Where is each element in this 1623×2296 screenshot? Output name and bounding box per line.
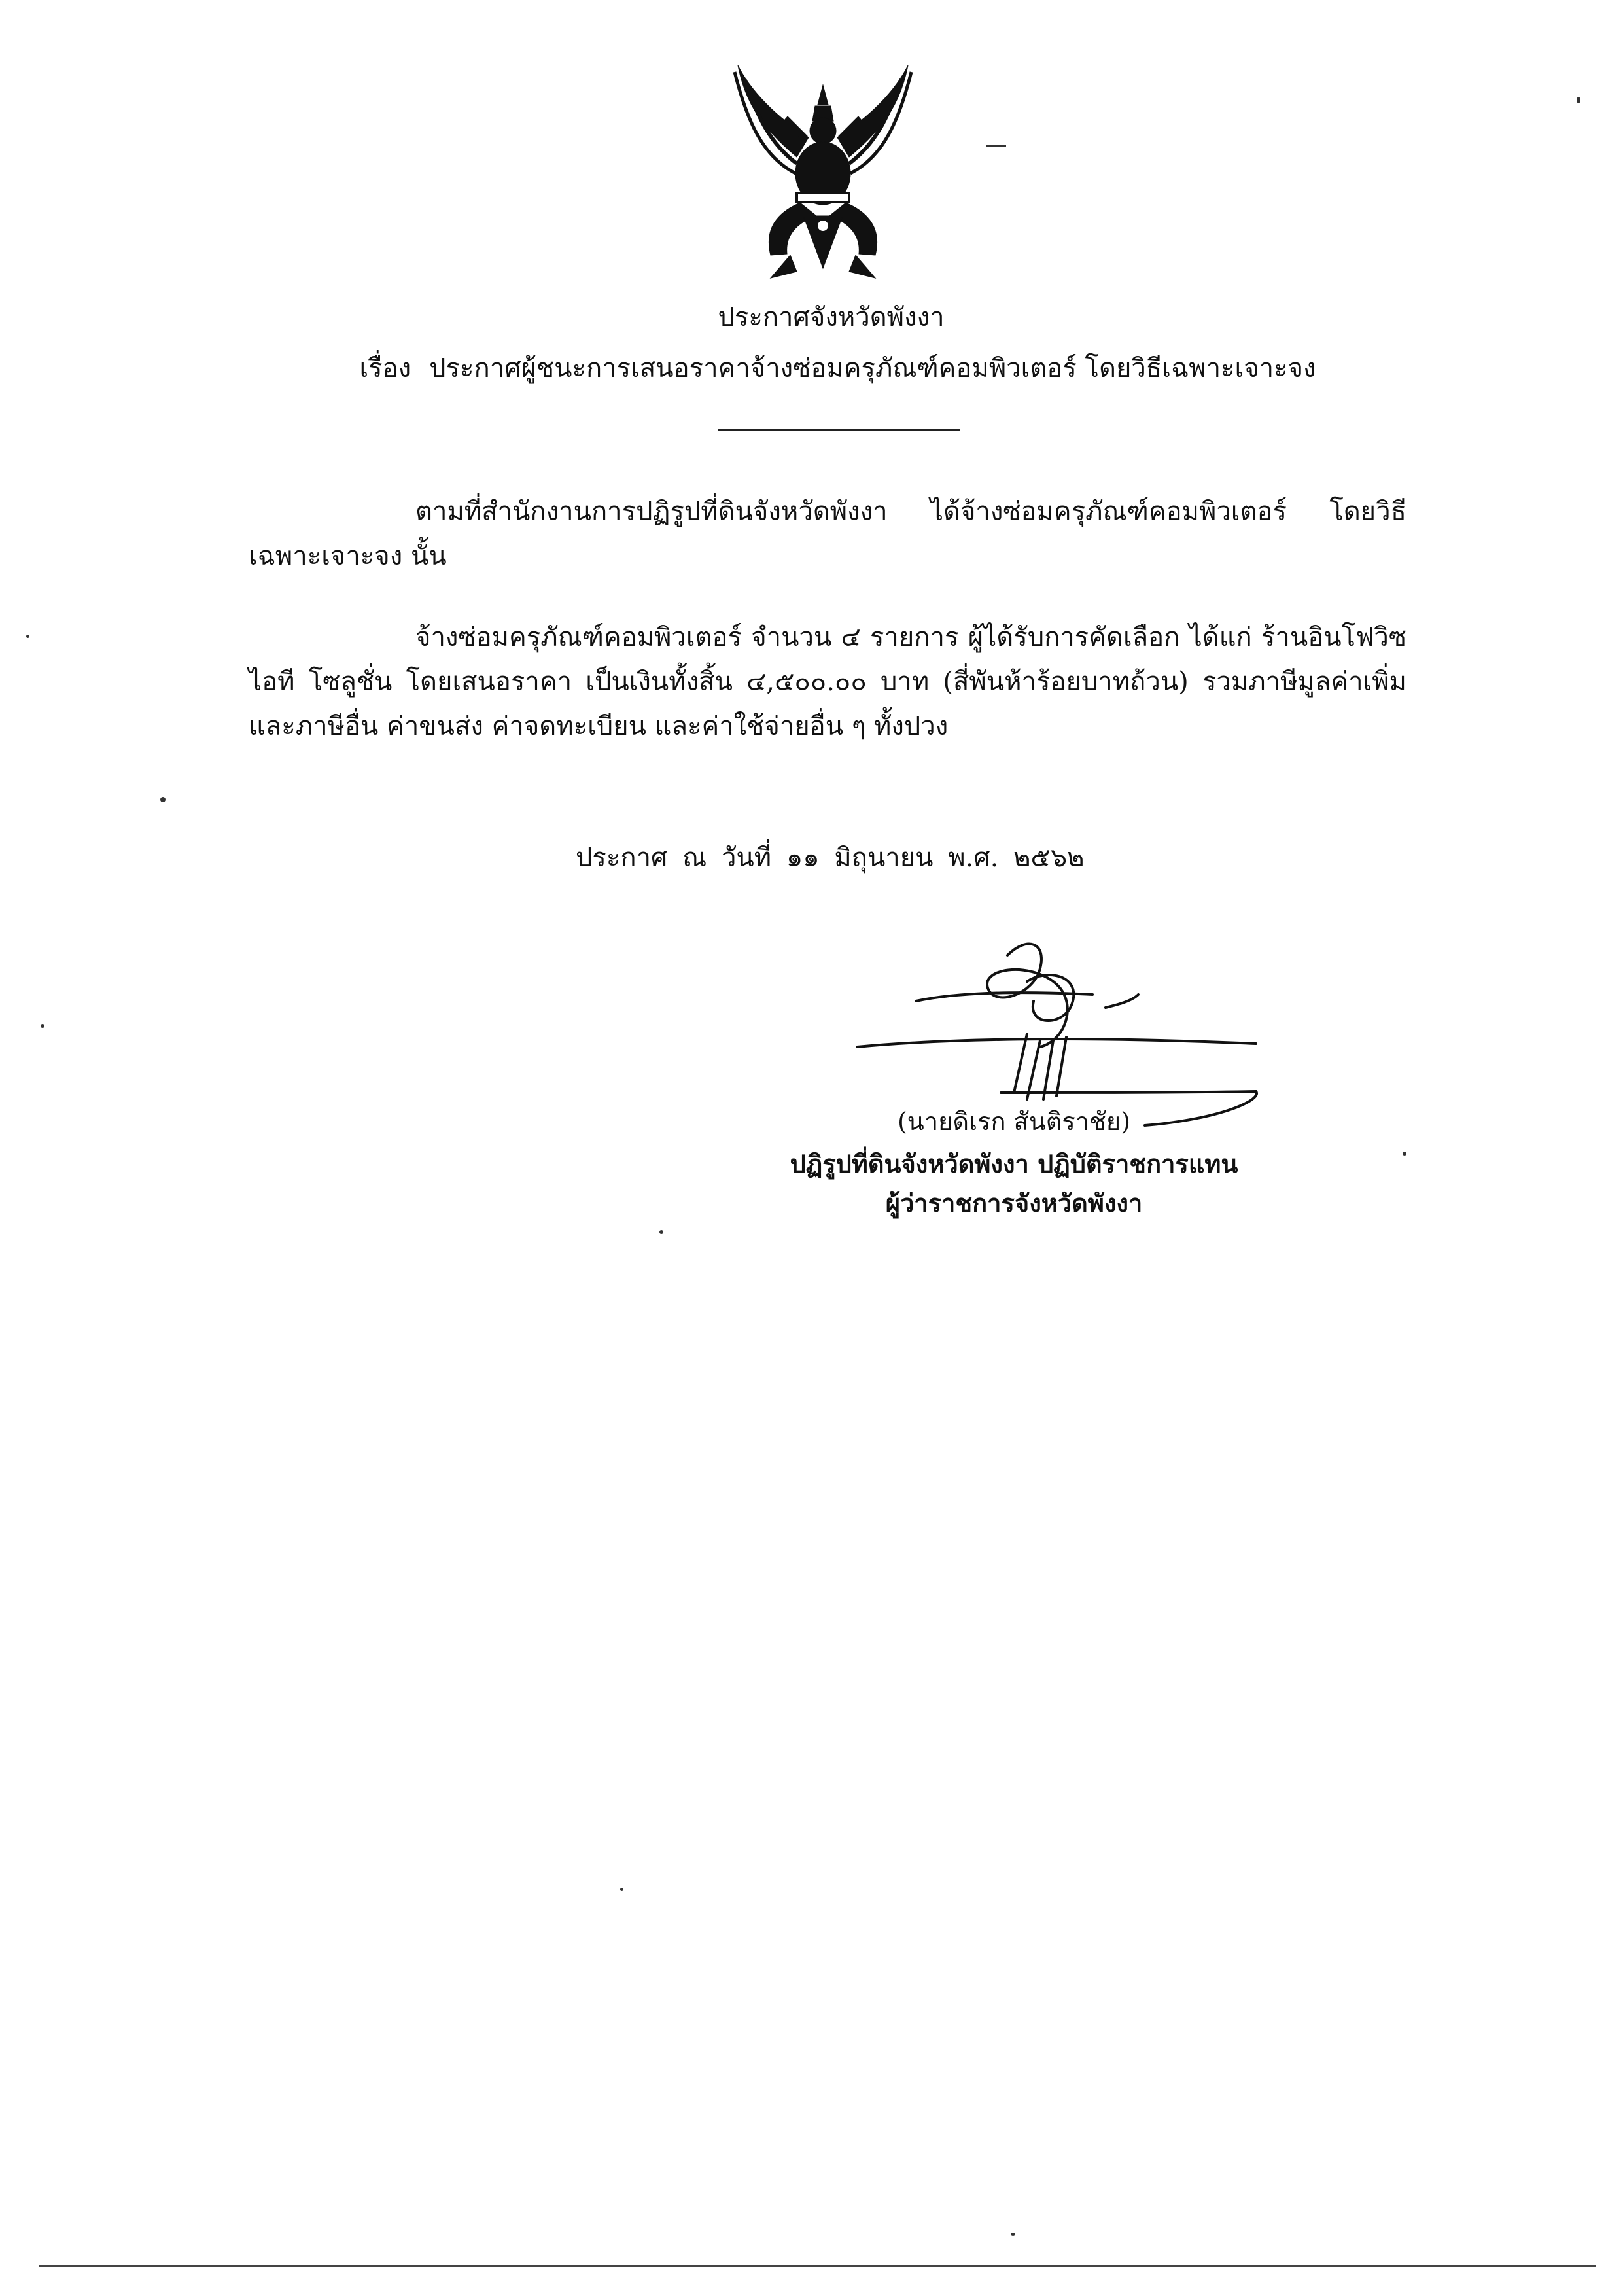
scan-speck [41, 1024, 44, 1028]
paragraph-1 [249, 489, 1406, 578]
scan-speck [26, 635, 29, 638]
signatory-name: (นายดิเรก สันติราชัย) [897, 1107, 1131, 1136]
page-bottom-edge [39, 2265, 1596, 2267]
scan-speck [986, 145, 1006, 147]
announcement-date: ประกาศ ณ วันที่ ๑๑ มิถุนายน พ.ศ. ๒๕๖๒ [576, 843, 1085, 873]
paragraph-1-text: ตามที่สำนักงานการปฏิรูปที่ดินจังหวัดพังงา ได้จ้างซ่อมครุภัณฑ์คอมพิวเตอร์ โดยวิธีเฉพาะเจาะจง นั้น [249, 497, 1406, 571]
subject-label: เรื่อง [359, 353, 411, 383]
scan-speck [659, 1230, 663, 1234]
garuda-emblem-icon [725, 59, 921, 288]
subject-text: ประกาศผู้ชนะการเสนอราคาจ้างซ่อมครุภัณฑ์คอมพิวเตอร์ โดยวิธีเฉพาะเจาะจง [429, 353, 1316, 383]
paragraph-2 [249, 615, 1406, 749]
announcement-title: ประกาศจังหวัดพังงา [718, 302, 945, 332]
title-divider [718, 429, 960, 431]
signatory-position-2: ผู้ว่าราชการจังหวัดพังงา [885, 1188, 1143, 1218]
scan-speck [1403, 1152, 1406, 1156]
scan-speck [1577, 97, 1580, 103]
scan-speck [160, 797, 166, 802]
scan-speck [1011, 2233, 1015, 2236]
scan-speck [620, 1888, 623, 1891]
paragraph-2-text: จ้างซ่อมครุภัณฑ์คอมพิวเตอร์ จำนวน ๔ รายการ ผู้ได้รับการคัดเลือก ได้แก่ ร้านอินโฟวิซ ไอที โซลูชั่น โดยเสนอราคา เป็นเงินทั้งสิ้น ๔,๕๐๐.๐๐ บาท (สี่พันห้าร้อยบาทถ้วน) รวมภาษีมูลค่าเพิ่ม และภาษีอื่น ค่าขนส่ง ค่าจดทะเบียน และค่าใช้จ่ายอื่น ๆ ทั้งปวง [249, 622, 1406, 741]
subject-line [0, 347, 1623, 389]
signatory-position: ปฏิรูปที่ดินจังหวัดพังงา ปฏิบัติราชการแทน [790, 1149, 1238, 1178]
